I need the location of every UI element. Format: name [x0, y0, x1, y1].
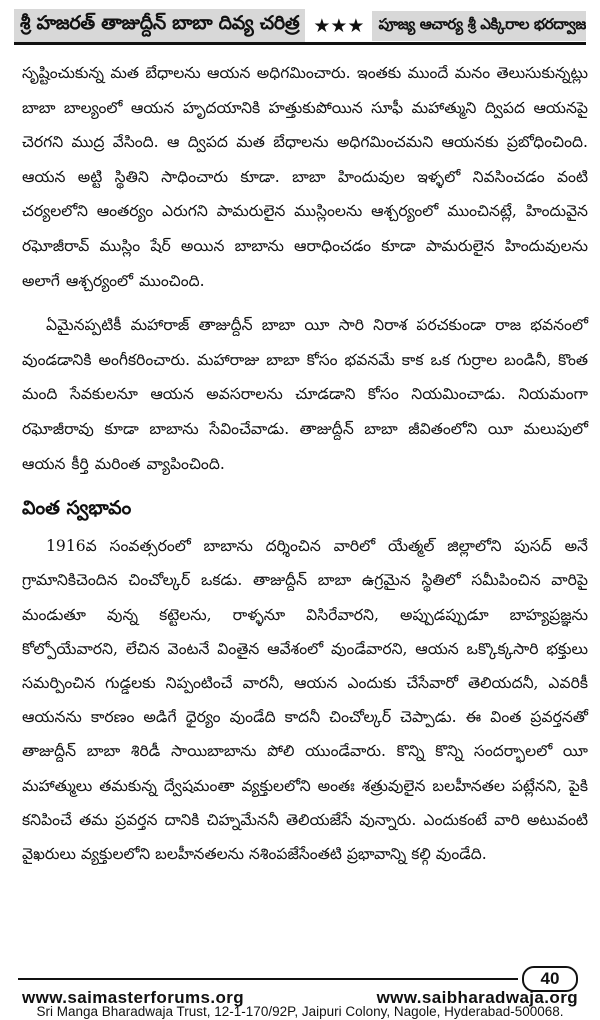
- section-paragraph: 1916వ సంవత్సరంలో బాబాను దర్శించిన వారిలో యేత్మల్ జిల్లాలోని పుసద్ అనే గ్రామానికిచెందిన చించోల్కర్ ఒకడు. తాజుద్దీన్ బాబా ఉగ్రమైన స్థితిలో సమీపించిన వారిపై మండుతూ వున్న కట్టెలను, రాళ్ళనూ విసిరేవారని, అప్పుడప్పుడూ బాహ్యప్రజ్ఞను కోల్పోయేవారని, లేచిన వెంటనే వింతైన ఆవేశంలో వుండేవారని, ఆయన ఒక్కొక్కసారి భక్తులు సమర్పించిన గుడ్డలకు నిప్పంటించే వారనీ, ఆయన ఎందుకు చేసేవారో తెలియదనీ, ఎవరికీ ఆయనను కారణం అడిగే ధైర్యం వుండేది కాదనీ చించోల్కర్ చెప్పాడు. ఈ వింత ప్రవర్తనతో తాజుద్దీన్ బాబా శిరిడీ సాయిబాబాను పోలి యుండేవారు. కొన్ని కొన్ని సందర్భాలలో యీ మహాత్ములు తమకున్న ద్వేషమంతా వ్యక్తులలోని అంతః శత్రువులైన బలహీనతల పట్లేనని, పైకి కనిపించే తమ ప్రవర్తన దానికి చిహ్నమేననీ తెలియజేసే వున్నారు. ఎందుకంటే వారి అటువంటి వైఖరులు వ్యక్తులలోని బలహీనతలను నశింపజేసేంతటి ప్రభావాన్ని కల్గి వుండేది.: [22, 537, 588, 863]
- paragraph-2: ఏమైనప్పటికీ మహారాజ్ తాజుద్దీన్ బాబా యీ సారి నిరాశ పరచకుండా రాజ భవనంలో వుండడానికి అంగీకరించారు. మహారాజు బాబా కోసం భవనమే కాక ఒక గుర్రాల బండినీ, కొంత మంది సేవకులనూ ఆయన అవసరాలను చూడడాని కోసం నియమించాడు. నియమంగా రఘోజీరావు కూడా బాబాను సేవించేవాడు. తాజుద్దీన్ బాబా జీవితంలోని యీ మలుపులో ఆయన కీర్తి మరింత వ్యాపించింది.: [22, 316, 588, 473]
- website-link-right[interactable]: www.saibharadwaja.org: [376, 988, 578, 1007]
- paragraph-1: సృష్టించుకున్న మత బేధాలను ఆయన అధిగమించారు. ఇంతకు ముందే మనం తెలుసుకున్నట్లు బాబా బాల్యంలో ఆయన హృదయానికి హత్తుకుపోయిన సూఫీ మహాత్ముని ద్విపద ఆయనపై చెరగని ముద్ర వేసింది. ఆ ద్విపద మత బేధాలను అధిగమించమని ఆయనకు ప్రబోధించింది. ఆయన అట్టి స్థితిని సాధించారు కూడా. బాబా హిందువుల ఇళ్ళలో నివసించడం వంటి చర్యలలోని ఆంతర్యం ఎరుగని పామరులైన ముస్లింలను ఆశ్చర్యంలో ముంచినట్లే, హిందువైన రఘోజీరావ్ ముస్లిం షేర్ అయిన బాబాను ఆరాధించడం కూడా పామరులైన హిందువులను అలాగే ఆశ్చర్యంలో ముంచింది.: [22, 64, 588, 290]
- publisher-address: Sri Manga Bharadwaja Trust, 12-1-170/92P, Jaipuri Colony, Nagole, Hyderabad-500068.: [36, 1004, 564, 1019]
- footer-divider: [18, 978, 518, 980]
- author-name: పూజ్య ఆచార్య శ్రీ ఎక్కిరాల భరద్వాజ: [372, 11, 586, 41]
- website-link-left[interactable]: www.saimasterforums.org: [22, 988, 245, 1007]
- section-heading: వింత స్వభావం: [22, 497, 132, 520]
- page-header: [14, 9, 586, 45]
- star-ornament: ★★★: [313, 14, 365, 37]
- book-title: శ్రీ హజరత్ తాజుద్దీన్ బాబా దివ్య చరిత్ర: [14, 9, 305, 42]
- page-body: [22, 56, 588, 871]
- page-number: 40: [522, 966, 578, 992]
